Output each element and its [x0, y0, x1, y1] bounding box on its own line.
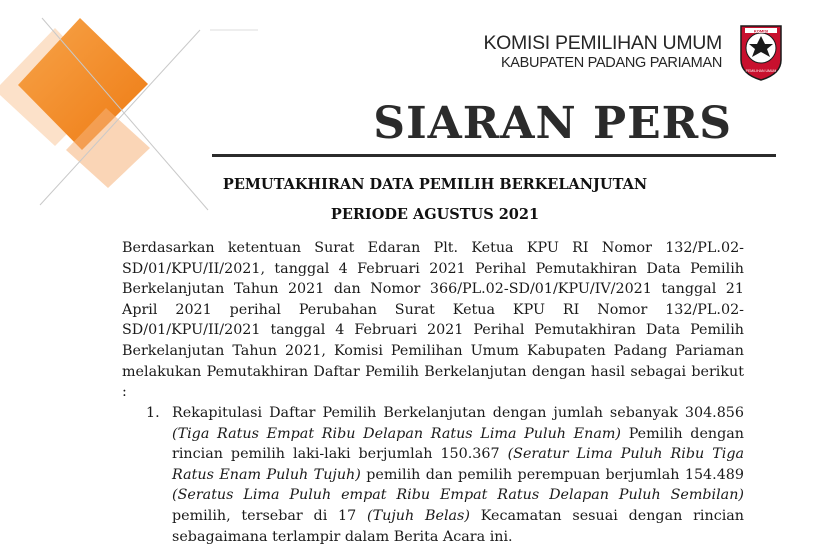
organization-subtitle: KABUPATEN PADANG PARIAMAN	[500, 55, 722, 71]
title-divider	[212, 154, 776, 157]
list-item-segment: Rekapitulasi Daftar Pemilih Berkelanjutan dengan jumlah sebanyak 304.856	[172, 405, 744, 421]
organization-header	[483, 32, 722, 72]
kpu-logo-icon	[737, 20, 785, 82]
findings-list	[146, 403, 744, 547]
body-paragraph: Berdasarkan ketentuan Surat Edaran Plt. Ketua KPU RI Nomor 132/PL.02-SD/01/KPU/II/2021, tanggal 4 Februari 2021 Perihal Pemutakhiran Data Pemilih Berkelanjutan Tahun 2021 dan Nomor 366/PL.02-SD/01/KPU/IV/2021 tanggal 21 April 2021 perihal Perubahan Surat Ketua KPU RI Nomor 132/PL.02-SD/01/KPU/II/2021 tanggal 4 Februari 2021 Perihal Pemutakhiran Data Pemilih Berkelanjutan Tahun 2021, Komisi Pemilihan Umum Kabupaten Padang Pariaman melakukan Pemutakhiran Daftar Pemilih Berkelanjutan dengan hasil sebagai berikut :	[122, 240, 744, 401]
press-release-title: SIARAN PERS	[373, 98, 732, 149]
list-item-segment: Kecamatan sesuai dengan rincian sebagaimana terlampir dalam Berita Acara ini.	[172, 507, 744, 545]
list-item-number: 1.	[146, 405, 160, 421]
svg-text:KOMISI: KOMISI	[753, 28, 769, 34]
list-item-segment: Pemilih dengan rincian pemilih laki-laki berjumlah 150.367	[172, 425, 745, 463]
list-item-text	[172, 403, 744, 547]
list-item-segment: pemilih dan pemilih perempuan berjumlah 154.489	[360, 466, 744, 483]
organization-name: KOMISI PEMILIHAN UMUM	[483, 32, 722, 54]
decorative-diamond-graphic	[0, 0, 260, 230]
document-period: PERIODE AGUSTUS 2021	[330, 206, 540, 223]
italic-number-words: (Seratur Lima Puluh Ribu Tiga Ratus Enam Puluh Tujuh)	[172, 446, 744, 483]
document-subtitle: PEMUTAKHIRAN DATA PEMILIH BERKELANJUTAN	[222, 176, 648, 193]
list-item	[146, 403, 744, 547]
svg-text:PEMILIHAN UMUM: PEMILIHAN UMUM	[745, 69, 777, 73]
list-item-segment: pemilih, tersebar di 17	[172, 507, 368, 524]
italic-number-words: (Seratus Lima Puluh empat Ribu Empat Ratus Delapan Puluh Sembilan)	[172, 487, 744, 504]
italic-number-words: (Tiga Ratus Empat Ribu Delapan Ratus Lima Puluh Enam)	[172, 425, 621, 442]
italic-number-words: (Tujuh Belas)	[367, 507, 470, 524]
